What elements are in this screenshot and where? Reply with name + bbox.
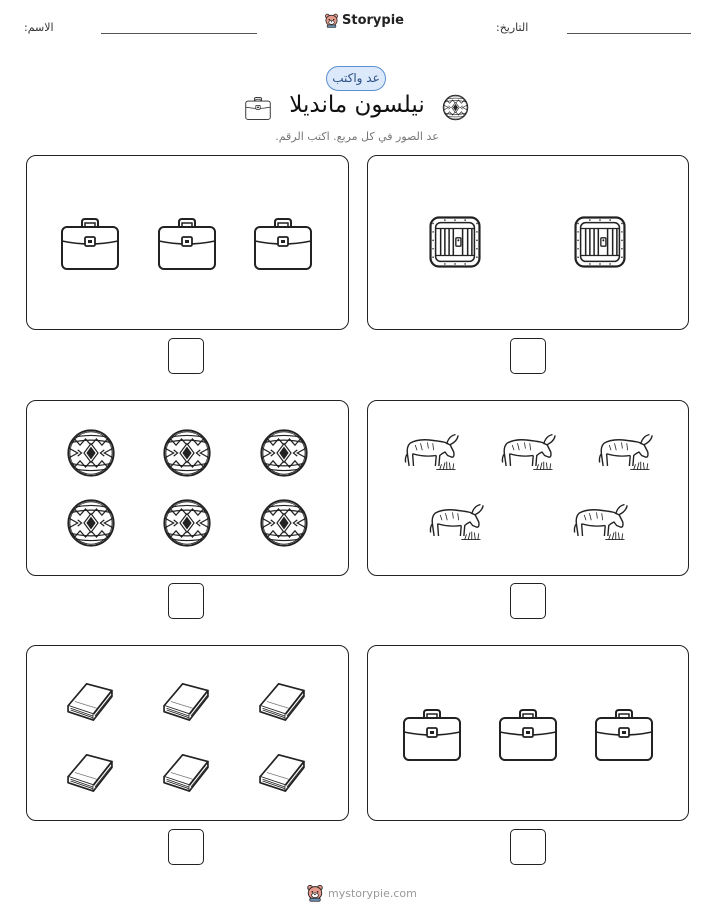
bear-mascot-icon [324, 13, 339, 28]
briefcase-icon [592, 702, 656, 766]
shield-icon [66, 498, 116, 548]
instructions: عد الصور في كل مربع. اكتب الرقم. [275, 130, 439, 143]
briefcase-icon [155, 211, 219, 275]
jail-door-icon [428, 210, 482, 274]
date-label: التاريخ: [496, 21, 529, 34]
jail-door-icon [573, 210, 627, 274]
answer-box[interactable] [510, 829, 546, 865]
shield-icon [66, 428, 116, 478]
footer [306, 884, 417, 902]
book-icon [159, 743, 213, 797]
answer-box[interactable] [168, 583, 204, 619]
book-icon [159, 672, 213, 726]
cattle-icon [572, 501, 628, 543]
book-icon [255, 672, 309, 726]
name-field-line[interactable] [101, 33, 257, 34]
book-icon [63, 672, 117, 726]
cattle-icon [428, 501, 484, 543]
cattle-icon [597, 431, 653, 473]
briefcase-icon [496, 702, 560, 766]
briefcase-icon [400, 702, 464, 766]
counting-panel [367, 400, 689, 576]
name-label: الاسم: [24, 21, 54, 34]
counting-panel [26, 400, 349, 576]
shield-icon [162, 428, 212, 478]
cattle-icon [500, 431, 556, 473]
shield-icon [259, 428, 309, 478]
counting-panel [26, 645, 349, 821]
briefcase-icon [251, 211, 315, 275]
answer-box[interactable] [510, 338, 546, 374]
cattle-icon [403, 431, 459, 473]
date-field-line[interactable] [567, 33, 691, 34]
answer-box[interactable] [168, 829, 204, 865]
counting-panel [26, 155, 349, 330]
activity-badge: عد واكتب [326, 66, 386, 91]
answer-box[interactable] [510, 583, 546, 619]
book-icon [63, 743, 117, 797]
brand-logo [324, 13, 404, 28]
bear-mascot-icon [306, 884, 324, 902]
book-icon [255, 743, 309, 797]
briefcase-icon [244, 94, 272, 122]
answer-box[interactable] [168, 338, 204, 374]
brand-name: Storypie [342, 13, 404, 28]
page-title: نيلسون مانديلا [289, 92, 425, 118]
counting-panel [367, 645, 689, 821]
shield-icon [162, 498, 212, 548]
shield-icon [442, 94, 469, 121]
shield-icon [259, 498, 309, 548]
counting-panel [367, 155, 689, 330]
briefcase-icon [58, 211, 122, 275]
footer-url[interactable]: mystorypie.com [328, 886, 417, 900]
